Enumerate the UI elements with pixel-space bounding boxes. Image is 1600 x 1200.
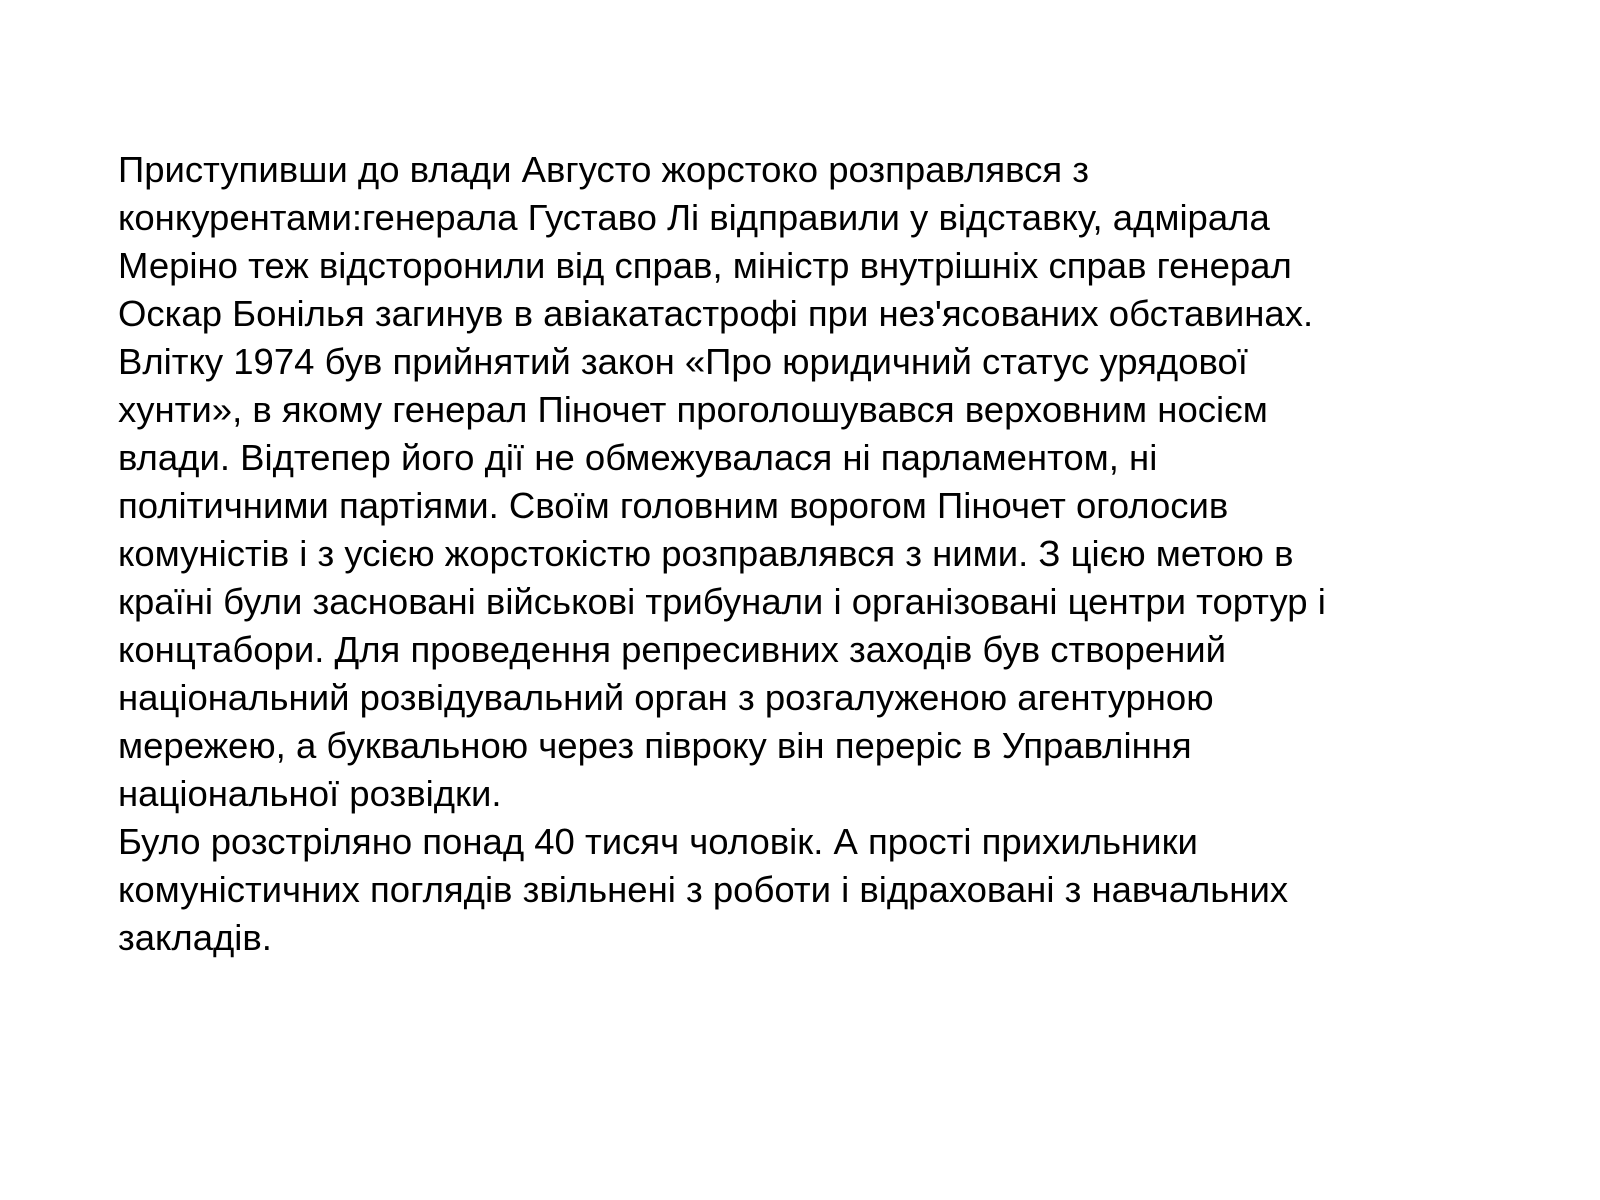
slide-body-text: [118, 146, 1558, 962]
text-line: комуністичних поглядів звільнені з роботи і відраховані з навчальних: [118, 869, 1289, 910]
text-line: концтабори. Для проведення репресивних заходів був створений: [118, 629, 1227, 670]
text-line: мережею, а буквальною через півроку він переріс в Управління: [118, 725, 1192, 766]
text-line: Було розстріляно понад 40 тисяч чоловік. А прості прихильники: [118, 821, 1198, 862]
text-line: національної розвідки.: [118, 773, 502, 814]
text-line: політичними партіями. Своїм головним ворогом Піночет оголосив: [118, 485, 1229, 526]
text-line: закладів.: [118, 917, 272, 958]
text-line: країні були засновані військові трибунали і організовані центри тортур і: [118, 581, 1326, 622]
text-line: національний розвідувальний орган з розгалуженою агентурною: [118, 677, 1214, 718]
text-line: конкурентами:генерала Густаво Лі відправили у відставку, адмірала: [118, 197, 1270, 238]
text-line: Оскар Бонілья загинув в авіакатастрофі при нез'ясованих обставинах.: [118, 293, 1314, 334]
text-line: Приступивши до влади Августо жорстоко розправлявся з: [118, 149, 1089, 190]
text-line: хунти», в якому генерал Піночет проголошувався верховним носієм: [118, 389, 1268, 430]
text-line: Меріно теж відсторонили від справ, міністр внутрішніх справ генерал: [118, 245, 1292, 286]
text-line: комуністів і з усією жорстокістю розправлявся з ними. З цією метою в: [118, 533, 1294, 574]
text-line: Влітку 1974 був прийнятий закон «Про юридичний статус урядової: [118, 341, 1248, 382]
text-line: влади. Відтепер його дії не обмежувалася ні парламентом, ні: [118, 437, 1158, 478]
